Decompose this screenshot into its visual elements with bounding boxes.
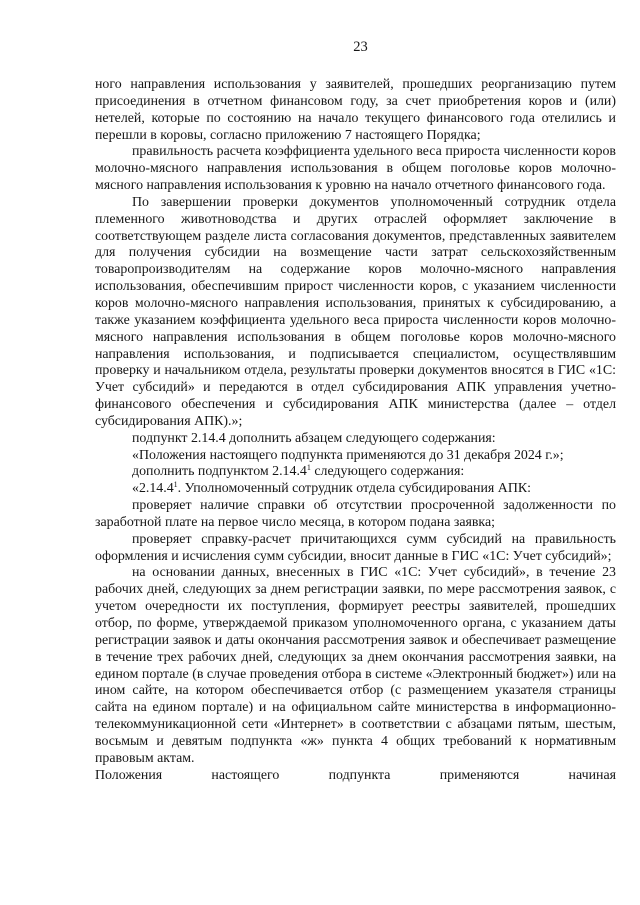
paragraph: Положения настоящего подпункта применяются начиная [95, 767, 616, 783]
paragraph: По завершении проверки документов уполномоченный сотрудник отдела племенного животноводства и других отраслей оформляет заключение в соответствующем разделе листа согласования документов, представленных заявителем для получения субсидии на возмещение части затрат сельскохозяйственным товаропроизводителям на содержание коров молочно-мясного направления использования, обеспечившим прирост численности коров, с указанием численности коров молочно-мясного направления использования, принятых к субсидированию, а также указанием коэффициента удельного веса прироста численности коров молочно-мясного направления использования в общем поголовье коров молочно-мясного направления использования, и подписывается специалистом, осуществлявшим проверку и начальником отдела, результаты проверки документов вносятся в ГИС «1С: Учет субсидий» и передаются в отдел субсидирования АПК управления учетно-финансового обеспечения и субсидирования АПК министерства (далее – отдел субсидирования АПК).»; [95, 194, 616, 429]
paragraph: проверяет справку-расчет причитающихся сумм субсидий на правильность оформления и исчисления сумм субсидии, вносит данные в ГИС «1С: Учет субсидий»; [95, 531, 616, 564]
paragraph [95, 481, 616, 498]
paragraph-text: «2.14.4 [132, 481, 174, 497]
paragraph: «Положения настоящего подпункта применяются до 31 декабря 2024 г.»; [132, 447, 564, 463]
paragraph: подпункт 2.14.4 дополнить абзацем следующего содержания: [132, 430, 496, 446]
page-number: 23 [353, 39, 368, 55]
paragraph: на основании данных, внесенных в ГИС «1С: Учет субсидий», в течение 23 рабочих дней, следующих за днем регистрации заявки, по мере рассмотрения заявок, с учетом очередности их поступления, формирует реестры заявителей, прошедших отбор, по форме, утверждаемой приказом уполномоченного органа, с указанием даты регистрации заявок и даты окончания рассмотрения заявок и обеспечивает размещение в течение трех рабочих дней, следующих за днем окончания рассмотрения заявки, на едином портале (в случае проведения отбора в системе «Электронный бюджет») или на ином сайте, на котором обеспечивается отбор (с размещением указателя страницы сайта на едином портале) и на официальном сайте министерства в информационно-телекоммуникационной сети «Интернет» в соответствии с абзацами пятым, шестым, восьмым и девятым подпункта «ж» пункта 4 общих требований к нормативным правовым актам. [95, 565, 616, 766]
paragraph-continuation: ного направления использования у заявителей, прошедших реорганизацию путем присоединения в отчетном финансовом году, за счет приобретения коров и (или) нетелей, которые по состоянию на начало текущего финансового года отелились и перешли в коровы, согласно приложению 7 настоящего Порядка; [95, 77, 616, 143]
paragraph: правильность расчета коэффициента удельного веса прироста численности коров молочно-мясного направления использования в общем поголовье коров молочно-мясного направления использования к уровню на начало отчетного финансового года. [95, 144, 616, 194]
superscript: 1 [306, 463, 311, 473]
superscript: 1 [173, 480, 178, 490]
paragraph [95, 464, 616, 481]
document-body [95, 77, 616, 784]
paragraph-text: следующего содержания: [310, 464, 465, 480]
paragraph-text: . Уполномоченный сотрудник отдела субсидирования АПК: [177, 481, 531, 497]
paragraph: проверяет наличие справки об отсутствии просроченной задолженности по заработной плате на первое число месяца, в котором подана заявка; [95, 498, 616, 530]
paragraph-text: дополнить подпунктом 2.14.4 [132, 464, 307, 480]
